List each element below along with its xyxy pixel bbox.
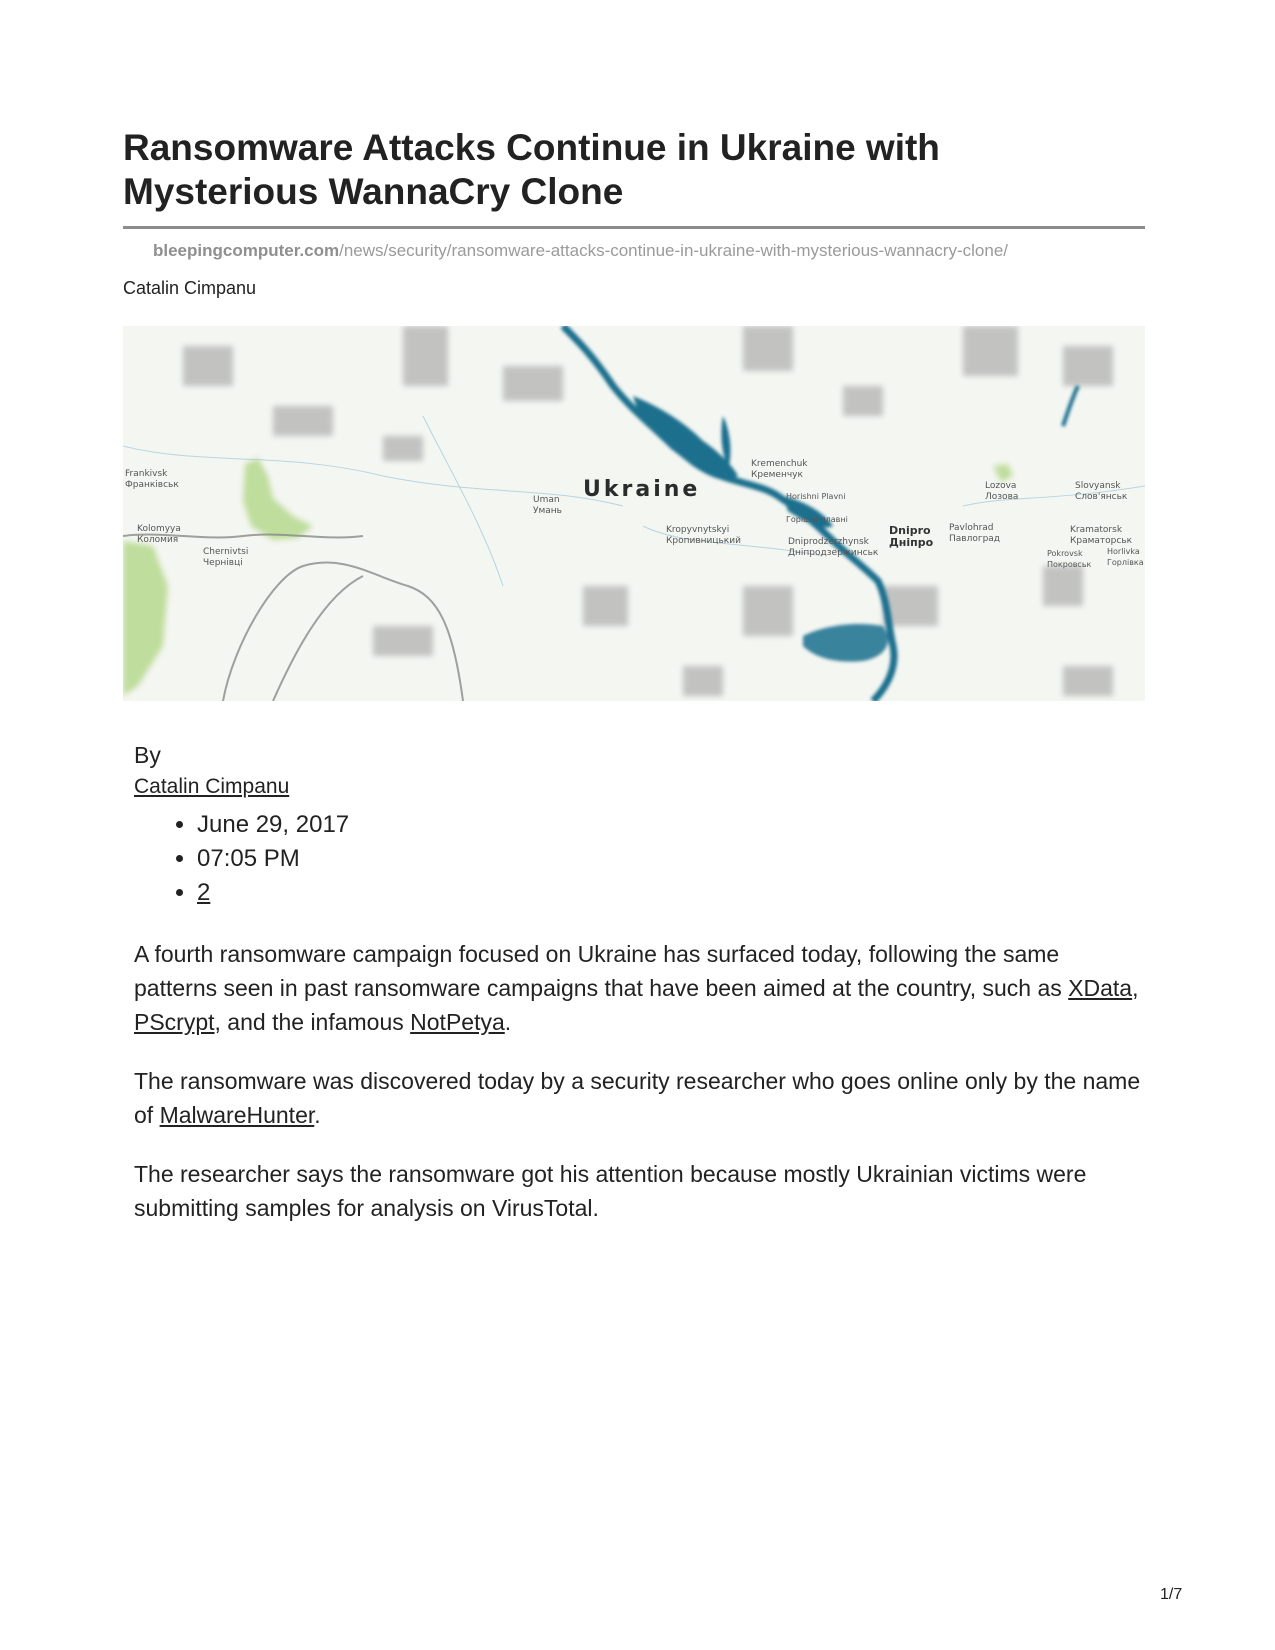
place-label: Kolomyya xyxy=(137,524,181,534)
place-label: Kropyvnytskyi xyxy=(666,525,730,535)
place-label: Slovyansk xyxy=(1075,481,1121,491)
paragraph-text: , xyxy=(1132,975,1139,1001)
article-paragraph-2 xyxy=(134,1064,1144,1132)
author-name-top: Catalin Cimpanu xyxy=(123,278,257,298)
title-divider xyxy=(123,226,1145,229)
place-label: Dniprodzerzhynsk xyxy=(788,537,869,547)
article-paragraph-3: The researcher says the ransomware got his attention because mostly Ukrainian victims were submitting samples for analysis on VirusTotal. xyxy=(134,1161,1087,1221)
paragraph-text: , and the infamous xyxy=(214,1009,411,1035)
place-label: Pokrovsk xyxy=(1047,549,1083,558)
place-label: Kremenchuk xyxy=(751,459,808,469)
place-label: Чернівці xyxy=(203,558,243,568)
place-label: Умань xyxy=(533,506,562,516)
place-label: Frankivsk xyxy=(125,469,168,479)
paragraph-text: A fourth ransomware campaign focused on Ukraine has surfaced today, following the same patterns seen in past ransomware campaigns that have been aimed at the country, such as xyxy=(134,941,1069,1001)
comment-count-item xyxy=(197,876,349,910)
map-country-label: Ukraine xyxy=(583,477,701,502)
place-label: Pavlohrad xyxy=(949,523,994,533)
place-label: Дніпро xyxy=(889,536,934,549)
place-label: Лозова xyxy=(985,492,1019,502)
place-label: Uman xyxy=(533,495,560,505)
source-domain: bleepingcomputer.com xyxy=(153,241,340,260)
place-label: Франківськ xyxy=(125,480,179,490)
place-label: Краматорськ xyxy=(1070,536,1133,546)
place-label: Коломия xyxy=(137,535,179,545)
place-label: Павлоград xyxy=(949,534,1001,544)
byline xyxy=(134,740,289,802)
comments-link[interactable]: 2 xyxy=(197,879,211,906)
place-label: Кременчук xyxy=(751,470,803,480)
place-label: Kramatorsk xyxy=(1070,525,1123,535)
place-label: Слов'янськ xyxy=(1075,492,1128,502)
article-meta-list xyxy=(170,808,349,910)
article-paragraph-1 xyxy=(134,937,1144,1039)
place-label: Lozova xyxy=(985,481,1017,491)
place-label: Дніпродзержинськ xyxy=(788,548,879,558)
source-path: /news/security/ransomware-attacks-continue-in-ukraine-with-mysterious-wannacry-clone/ xyxy=(339,241,1008,260)
page-number: 1/7 xyxy=(1160,1586,1183,1603)
source-url[interactable] xyxy=(153,240,1143,262)
by-label: By xyxy=(134,742,161,768)
paragraph-text: The ransomware was discovered today by a security researcher who goes online only by the name of xyxy=(134,1068,1141,1128)
hero-map-image xyxy=(123,326,1145,701)
place-label: Horishni Plavni xyxy=(786,492,846,501)
place-label: Horlivka xyxy=(1107,547,1140,556)
notpetya-link[interactable]: NotPetya xyxy=(410,1009,505,1035)
place-label: Горішні плавні xyxy=(786,515,848,524)
paragraph-text: . xyxy=(504,1009,512,1035)
place-label: Покровськ xyxy=(1047,560,1092,569)
author-link[interactable]: Catalin Cimpanu xyxy=(134,775,290,798)
paragraph-text: . xyxy=(314,1102,321,1128)
article-title: Ransomware Attacks Continue in Ukraine with Mysterious WannaCry Clone xyxy=(123,127,940,212)
place-label: Chernivtsi xyxy=(203,547,249,557)
pscrypt-link[interactable]: PScrypt xyxy=(134,1009,215,1035)
place-label: Кропивницький xyxy=(666,536,741,546)
ukraine-map-graphic xyxy=(123,326,1145,701)
publish-time: • 07:05 PM xyxy=(197,842,349,876)
malwarehunter-link[interactable]: MalwareHunter xyxy=(159,1102,315,1128)
publish-date: • June 29, 2017 xyxy=(197,808,349,842)
xdata-link[interactable]: XData xyxy=(1068,975,1133,1001)
place-label: Горлівка xyxy=(1107,558,1144,567)
place-label: Dnipro xyxy=(889,524,931,537)
